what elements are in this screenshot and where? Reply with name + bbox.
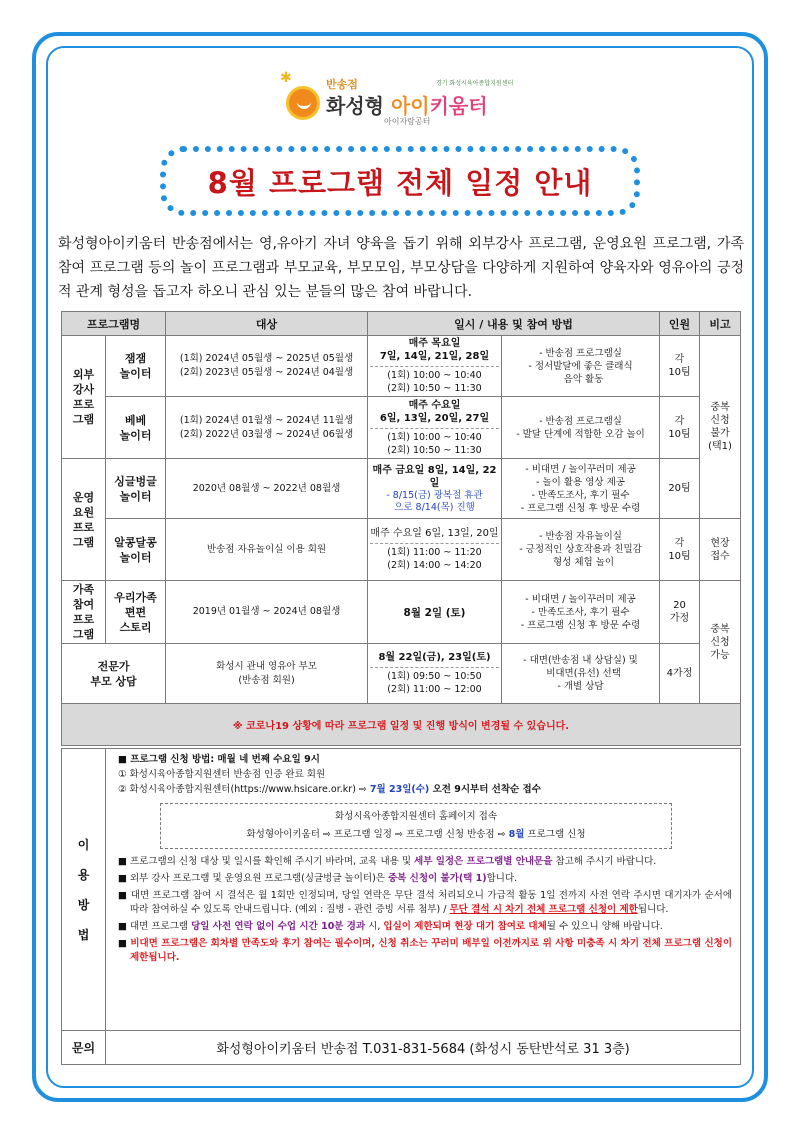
- program-method: - 대면(반송점 내 상담실) 및 비대면(유선) 선택 - 개별 상담: [502, 644, 660, 704]
- contact-value: 화성형아이키움터 반송점 T.031-831-5684 (화성시 동탄반석로 31 3층): [106, 1031, 741, 1065]
- usage-table: [61, 748, 741, 1065]
- table-row: [62, 397, 741, 459]
- program-target: 2019년 01월생 ~ 2024년 08월생: [166, 581, 368, 644]
- bullet-2: ■ 외부 강사 프로그램 및 운영요원 프로그램(싱글벙글 놀이터)은 중복 신청이 불가(택 1)합니다.: [118, 873, 518, 884]
- program-count: 각 10팀: [660, 397, 700, 459]
- category-operator: 운영 요원 프로 그램: [62, 459, 106, 581]
- covid-notice: ※ 코로나19 상황에 따라 프로그램 일정 및 진행 방식이 변경될 수 있습니다.: [62, 704, 741, 746]
- logo-subtitle: 아이자람공터: [384, 117, 431, 126]
- program-datetime: 8월 22일(금), 23일(토) (1회) 09:50 ~ 10:50 (2회) 11:00 ~ 12:00: [368, 644, 502, 704]
- table-row: [62, 581, 741, 644]
- guide-box: 화성시육아종합지원센터 홈페이지 접속 화성형아이키움터 ⇨ 프로그램 일정 ⇨ 프로그램 신청 반송점 ⇨ 8월 프로그램 신청: [160, 803, 672, 849]
- apply-method: ■ 프로그램 신청 방법: 매월 네 번째 수요일 9시: [118, 754, 320, 765]
- schedule-table: [61, 311, 741, 746]
- contact-row: [62, 1031, 741, 1065]
- category-family: 가족 참여 프로 그램: [62, 581, 106, 644]
- program-name: 우리가족 편편 스토리: [106, 581, 166, 644]
- logo-org: 경기 화성시육아종합지원센터: [436, 80, 514, 87]
- program-datetime: 매주 수요일 6일, 13일, 20일 (1회) 11:00 ~ 11:20 (2회) 14:00 ~ 14:20: [368, 519, 502, 581]
- program-target: 화성시 관내 영유아 부모 (반송점 회원): [166, 644, 368, 704]
- usage-label: 이 용 방 법: [62, 749, 106, 1031]
- note-no-duplicate: 중복 신청 불가 (택1): [700, 336, 741, 519]
- table-row: [62, 644, 741, 704]
- program-datetime: 8월 2일 (토): [368, 581, 502, 644]
- program-name: 잼잼 놀이터: [106, 336, 166, 397]
- program-count: 20팀: [660, 459, 700, 519]
- program-method: - 반송점 프로그램실 - 정서발달에 좋은 클래식 음악 활동: [502, 336, 660, 397]
- apply-step2: ② 화성시육아종합지원센터(https://www.hsicare.or.kr) ⇨ 7월 23일(수) 오전 9시부터 선착순 접수: [118, 784, 541, 795]
- program-count: 각 10팀: [660, 336, 700, 397]
- table-row: [62, 336, 741, 397]
- category-external: 외부 강사 프로 그램: [62, 336, 106, 459]
- header-target: 대상: [166, 312, 368, 336]
- program-count: 4가정: [660, 644, 700, 704]
- organization-logo: [280, 70, 526, 140]
- notice-row: [62, 704, 741, 746]
- program-count: 각 10팀: [660, 519, 700, 581]
- bullet-3: ■ 대면 프로그램 참여 시 결석은 월 1회만 인정되며, 당일 연락은 무단 결석 처리되오니 가급적 활동 1일 전까지 사전 연락 주시면 대기자가 순서에 따라 참여하실 수 있도록 안내드립니다. (예외 : 질병 - 관련 증빙 서류 첨부) / 무단 결석 시 차기 전체 프로그램 신청이 제한됩니다.: [118, 890, 732, 915]
- apply-step1: ① 화성시육아종합지원센터 반송점 인증 완료 회원: [118, 769, 326, 780]
- usage-row: [62, 749, 741, 1031]
- program-name: 베베 놀이터: [106, 397, 166, 459]
- logo-branch: 반송점: [326, 78, 358, 91]
- note-onsite: 현장 접수: [700, 519, 741, 581]
- intro-paragraph: 화성형아이키움터 반송점에서는 영,유아기 자녀 양육을 돕기 위해 외부강사 프로그램, 운영요원 프로그램, 가족 참여 프로그램 등의 놀이 프로그램과 부모교육, 부모모임, 부모상담을 다양하게 지원하여 양육자와 영유아의 긍정적 관계 형성을 돕고자 하오니 관심 있는 분들의 많은 참여 바랍니다.: [58, 236, 744, 300]
- program-datetime: 매주 금요일 8일, 14일, 22일 - 8/15(금) 광복절 휴관 으로 8/14(목) 진행: [368, 459, 502, 519]
- header-note: 비고: [700, 312, 741, 336]
- bullet-1: ■ 프로그램의 신청 대상 및 일시를 확인해 주시기 바라며, 교육 내용 및 세부 일정은 프로그램별 안내문을 참고해 주시기 바랍니다.: [118, 856, 657, 867]
- bullet-4: ■ 대면 프로그램 당일 사전 연락 없이 수업 시간 10분 경과 시, 입실이 제한되며 현장 대기 참여로 대체될 수 있으니 양해 바랍니다.: [118, 921, 663, 932]
- program-count: 20 가정: [660, 581, 700, 644]
- bullet-5: ■ 비대면 프로그램은 회차별 만족도와 후기 참여는 필수이며, 신청 취소는 꾸러미 배부일 이전까지로 위 사항 미충족 시 차기 전체 프로그램 신청이 제한됩니다.: [118, 938, 732, 963]
- program-method: - 반송점 프로그램실 - 발달 단계에 적합한 오감 놀이: [502, 397, 660, 459]
- program-target: 2020년 08월생 ~ 2022년 08월생: [166, 459, 368, 519]
- table-row: [62, 459, 741, 519]
- program-target: (1회) 2024년 05월생 ~ 2025년 05월생 (2회) 2023년 05월생 ~ 2024년 04월생: [166, 336, 368, 397]
- program-datetime: 매주 목요일 7일, 14일, 21일, 28일 (1회) 10:00 ~ 10:40 (2회) 10:50 ~ 11:30: [368, 336, 502, 397]
- header-schedule: 일시 / 내용 및 참여 방법: [368, 312, 660, 336]
- contact-label: 문의: [62, 1031, 106, 1065]
- program-target: 반송점 자유놀이실 이용 회원: [166, 519, 368, 581]
- program-name: 싱글벙글 놀이터: [106, 459, 166, 519]
- program-method: - 비대면 / 놀이꾸러미 제공 - 만족도조사, 후기 필수 - 프로그램 신청 후 방문 수령: [502, 581, 660, 644]
- program-name: 전문가 부모 상담: [62, 644, 166, 704]
- usage-content: [106, 749, 741, 1031]
- smile-icon: [286, 86, 320, 120]
- header-program: 프로그램명: [62, 312, 166, 336]
- table-row: [62, 519, 741, 581]
- program-name: 알콩달콩 놀이터: [106, 519, 166, 581]
- header-count: 인원: [660, 312, 700, 336]
- note-duplicate-ok: 중복 신청 가능: [700, 581, 741, 704]
- program-target: (1회) 2024년 01월생 ~ 2024년 11월생 (2회) 2022년 03월생 ~ 2024년 06월생: [166, 397, 368, 459]
- star-icon: ✱: [280, 70, 292, 86]
- table-header-row: [62, 312, 741, 336]
- page-title: 8월 프로그램 전체 일정 안내: [207, 165, 593, 200]
- program-method: - 반송점 자유놀이실 - 긍정적인 상호작용과 친밀감 형성 체험 놀이: [502, 519, 660, 581]
- program-method: - 비대면 / 놀이꾸러미 제공 - 놀이 활용 영상 제공 - 만족도조사, 후기 필수 - 프로그램 신청 후 방문 수령: [502, 459, 660, 519]
- logo-title: 화성형 아이키움터: [326, 94, 488, 118]
- program-datetime: 매주 수요일 6일, 13일, 20일, 27일 (1회) 10:00 ~ 10:40 (2회) 10:50 ~ 11:30: [368, 397, 502, 459]
- title-banner: [160, 146, 640, 216]
